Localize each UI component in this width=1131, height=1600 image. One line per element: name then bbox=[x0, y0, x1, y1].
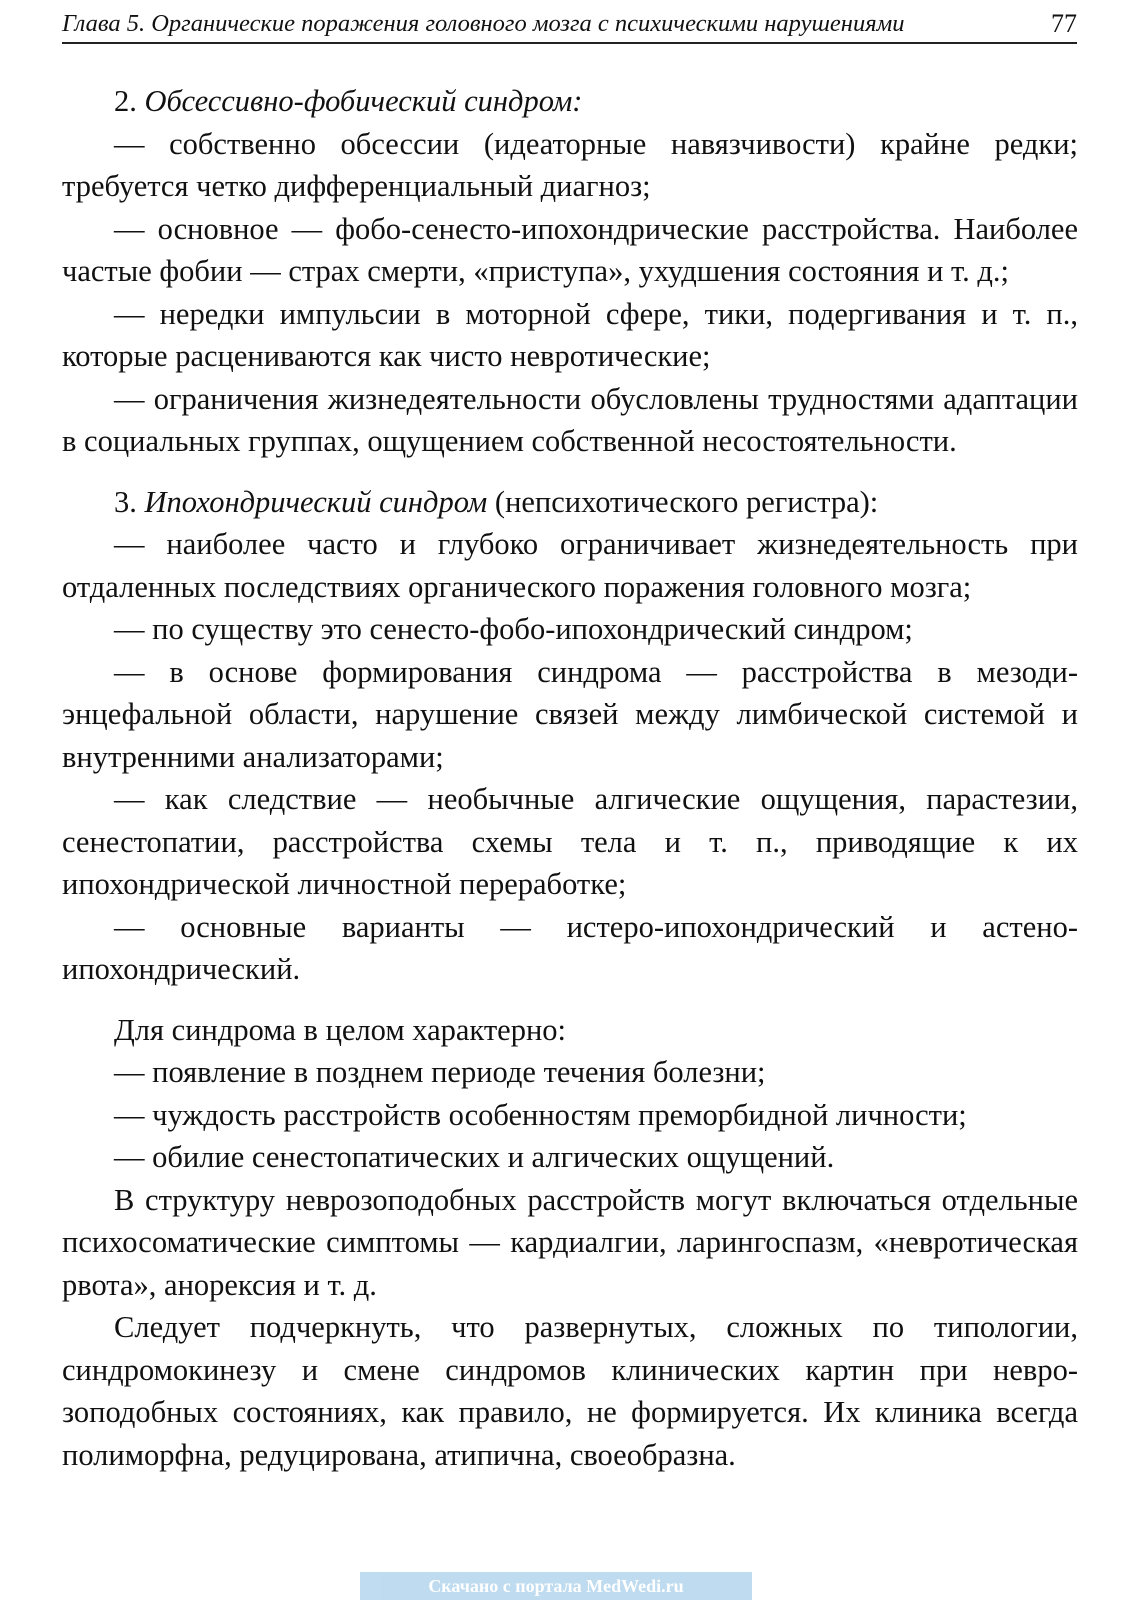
list-item: — наиболее часто и глубоко ограничивает жизнедеятельность при отдаленных последствиях органического поражения головного мозга; bbox=[62, 527, 1078, 604]
list-item: — нередки импульсии в моторной сфере, тики, подергивания и т. п., которые расцениваются как чисто невротические; bbox=[62, 296, 1078, 373]
section-3-title: Ипохондрический синдром bbox=[144, 484, 488, 519]
paragraph: В структуру неврозоподобных расстройств могут включаться отдельные психосоматические симптомы — кардиалгии, ларингоспазм, «невротическая рвота», анорексия и т. д. bbox=[62, 1182, 1078, 1302]
list-item: — как следствие — необычные алгические ощущения, параcтезии, сенестопатии, расстройства схемы тела и т. п., приводящие к их ипохондрической личностной переработке; bbox=[62, 782, 1078, 901]
section-2-title: Обсессивно-фобический синдром: bbox=[144, 84, 583, 118]
section-3-heading bbox=[62, 481, 1078, 524]
section-2-heading bbox=[62, 80, 1078, 123]
running-head bbox=[62, 6, 1077, 44]
list-item: — ограничения жизнедеятельности обусловлены трудностями адаптации в социальных группах, ощущением собственной несостоятельности. bbox=[62, 381, 1078, 458]
list-item: — чуждость расстройств особенностям преморбидной личности; bbox=[114, 1097, 967, 1132]
summary-intro: Для синдрома в целом характерно: bbox=[114, 1012, 567, 1047]
chapter-title: Глава 5. Органические поражения головного мозга с психическими нарушениями bbox=[62, 10, 905, 37]
list-item: — появление в позднем периоде течения болезни; bbox=[114, 1055, 766, 1089]
watermark: Скачано с портала MedWedi.ru bbox=[360, 1572, 752, 1600]
section-3-number: 3. bbox=[114, 484, 137, 519]
list-item: — основные варианты — истеро-ипохондрический и астеноипохондрический. bbox=[62, 909, 1078, 986]
section-2-number: 2. bbox=[114, 84, 137, 118]
list-item: — собственно обсессии (идеаторные навязчивости) крайне редки; требуется четко дифференциальный диагноз; bbox=[62, 126, 1078, 203]
page-number: 77 bbox=[1051, 9, 1077, 38]
paragraph: Следует подчеркнуть, что развернутых, сложных по типологии, синдромокинезу и смене синдромов клинических картин при неврозоподобных состояниях, как правило, не формируется. Их клиника всегда полиморфна, редуцирована, атипична, своеобразна. bbox=[62, 1310, 1078, 1472]
list-item: — в основе формирования синдрома — расстройства в мезодиэнцефальной области, нарушение связей между лимбической системой и внутренними анализаторами; bbox=[62, 654, 1078, 774]
section-3-qualifier: (непсихотического регистра): bbox=[494, 484, 879, 519]
page-body bbox=[62, 80, 1078, 1476]
list-item: — обилие сенестопатических и алгических ощущений. bbox=[114, 1140, 835, 1174]
list-item: — по существу это сенесто-фобо-ипохондрический синдром; bbox=[114, 612, 913, 646]
list-item: — основное — фобо-сенесто-ипохондрические расстройства. Наиболее частые фобии — страх смерти, «приступа», ухудшения состояния и т. д.; bbox=[62, 211, 1078, 288]
